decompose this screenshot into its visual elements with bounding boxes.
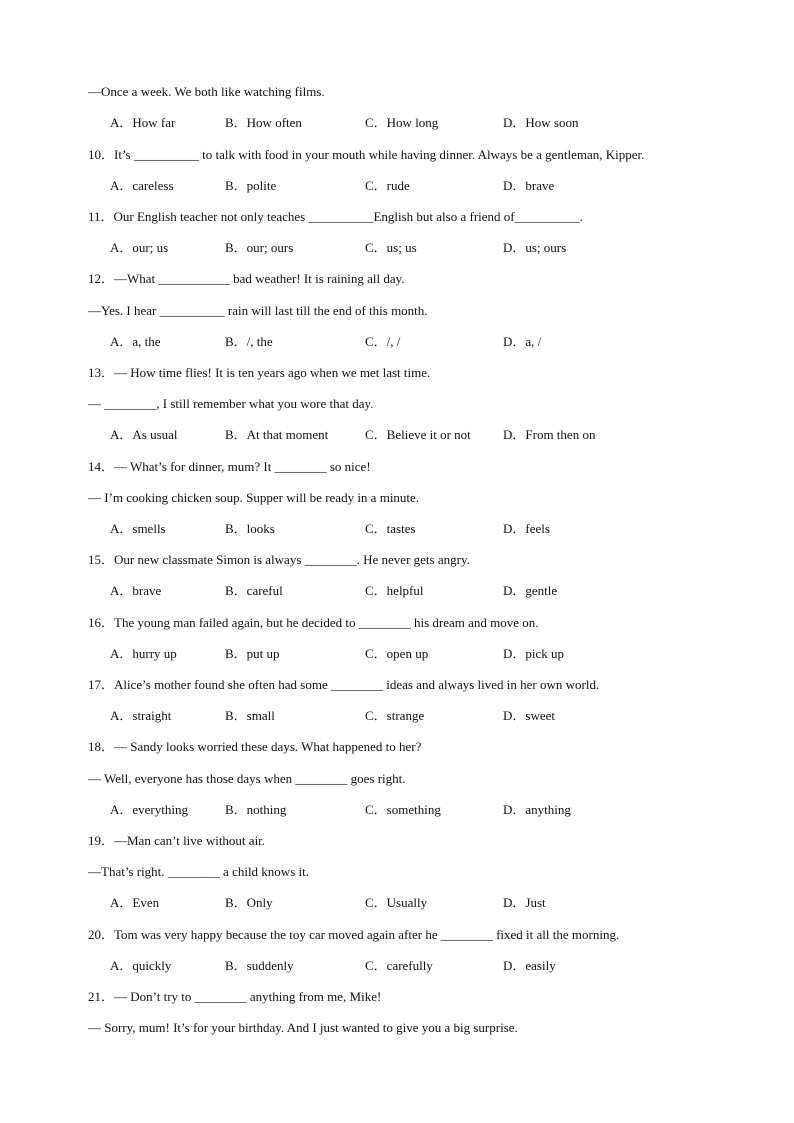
option-d: D．anything	[503, 802, 571, 817]
option-a: A．smells	[110, 521, 166, 536]
option-d: D．sweet	[503, 708, 555, 723]
options-row	[0, 895, 794, 911]
question-line: —That’s right. ________ a child knows it.	[88, 864, 309, 879]
question-line: 11．Our English teacher not only teaches __________English but also a friend of__________.	[88, 209, 583, 224]
options-row	[0, 708, 794, 724]
option-c: C．tastes	[365, 521, 416, 536]
option-a: A．a, the	[110, 334, 161, 349]
option-d: D．How soon	[503, 115, 579, 130]
option-d: D．Just	[503, 895, 546, 910]
option-c: C．How long	[365, 115, 439, 130]
question-line: — ________, I still remember what you wore that day.	[88, 396, 374, 411]
option-a: A．straight	[110, 708, 172, 723]
options-row	[0, 958, 794, 974]
option-a: A．As usual	[110, 427, 178, 442]
option-c: C．Believe it or not	[365, 427, 471, 442]
option-d: D．brave	[503, 178, 555, 193]
options-row	[0, 334, 794, 350]
question-line: —Yes. I hear __________ rain will last till the end of this month.	[88, 303, 428, 318]
option-b: B．nothing	[225, 802, 287, 817]
option-a: A．careless	[110, 178, 174, 193]
options-row	[0, 521, 794, 537]
options-row	[0, 427, 794, 443]
option-b: B．our; ours	[225, 240, 294, 255]
question-line: 20．Tom was very happy because the toy car moved again after he ________ fixed it all the morning.	[88, 927, 620, 942]
option-c: C．open up	[365, 646, 429, 661]
option-c: C．rude	[365, 178, 410, 193]
question-line: — Well, everyone has those days when ________ goes right.	[88, 771, 406, 786]
options-row	[0, 178, 794, 194]
option-a: A．quickly	[110, 958, 172, 973]
option-d: D．a, /	[503, 334, 542, 349]
option-d: D．gentle	[503, 583, 558, 598]
option-b: B．How often	[225, 115, 302, 130]
option-c: C．/, /	[365, 334, 401, 349]
option-a: A．How far	[110, 115, 176, 130]
question-line: —Once a week. We both like watching films.	[88, 84, 325, 99]
question-line: 21．— Don’t try to ________ anything from me, Mike!	[88, 989, 382, 1004]
option-a: A．brave	[110, 583, 162, 598]
option-b: B．careful	[225, 583, 283, 598]
options-row	[0, 583, 794, 599]
question-line: — I’m cooking chicken soup. Supper will be ready in a minute.	[88, 490, 420, 505]
question-line: — Sorry, mum! It’s for your birthday. And I just wanted to give you a big surprise.	[88, 1020, 518, 1035]
option-a: A．Even	[110, 895, 160, 910]
option-b: B．small	[225, 708, 275, 723]
option-a: A．hurry up	[110, 646, 177, 661]
question-line: 13．— How time flies! It is ten years ago when we met last time.	[88, 365, 431, 380]
option-b: B．looks	[225, 521, 275, 536]
question-line: 18．— Sandy looks worried these days. What happened to her?	[88, 739, 422, 754]
option-b: B．put up	[225, 646, 280, 661]
options-row	[0, 115, 794, 131]
option-d: D．pick up	[503, 646, 565, 661]
option-b: B．polite	[225, 178, 277, 193]
option-d: D．easily	[503, 958, 556, 973]
option-b: B．/, the	[225, 334, 273, 349]
option-c: C．something	[365, 802, 441, 817]
question-line: 16．The young man failed again, but he decided to ________ his dream and move on.	[88, 615, 539, 630]
options-row	[0, 802, 794, 818]
option-d: D．From then on	[503, 427, 596, 442]
question-line: 12．—What ___________ bad weather! It is raining all day.	[88, 271, 405, 286]
option-c: C．helpful	[365, 583, 424, 598]
options-row	[0, 240, 794, 256]
option-b: B．suddenly	[225, 958, 294, 973]
question-line: 17．Alice’s mother found she often had some ________ ideas and always lived in her own world.	[88, 677, 600, 692]
option-b: B．At that moment	[225, 427, 329, 442]
option-c: C．us; us	[365, 240, 417, 255]
option-c: C．Usually	[365, 895, 428, 910]
option-d: D．us; ours	[503, 240, 567, 255]
question-line: 10．It’s __________ to talk with food in your mouth while having dinner. Always be a gentleman, Kipper.	[88, 147, 645, 162]
options-row	[0, 646, 794, 662]
question-line: 19．—Man can’t live without air.	[88, 833, 266, 848]
question-line: 15．Our new classmate Simon is always ________. He never gets angry.	[88, 552, 470, 567]
option-a: A．everything	[110, 802, 188, 817]
question-line: 14．— What’s for dinner, mum? It ________ so nice!	[88, 459, 371, 474]
option-c: C．strange	[365, 708, 425, 723]
option-b: B．Only	[225, 895, 273, 910]
option-d: D．feels	[503, 521, 550, 536]
option-c: C．carefully	[365, 958, 433, 973]
option-a: A．our; us	[110, 240, 169, 255]
